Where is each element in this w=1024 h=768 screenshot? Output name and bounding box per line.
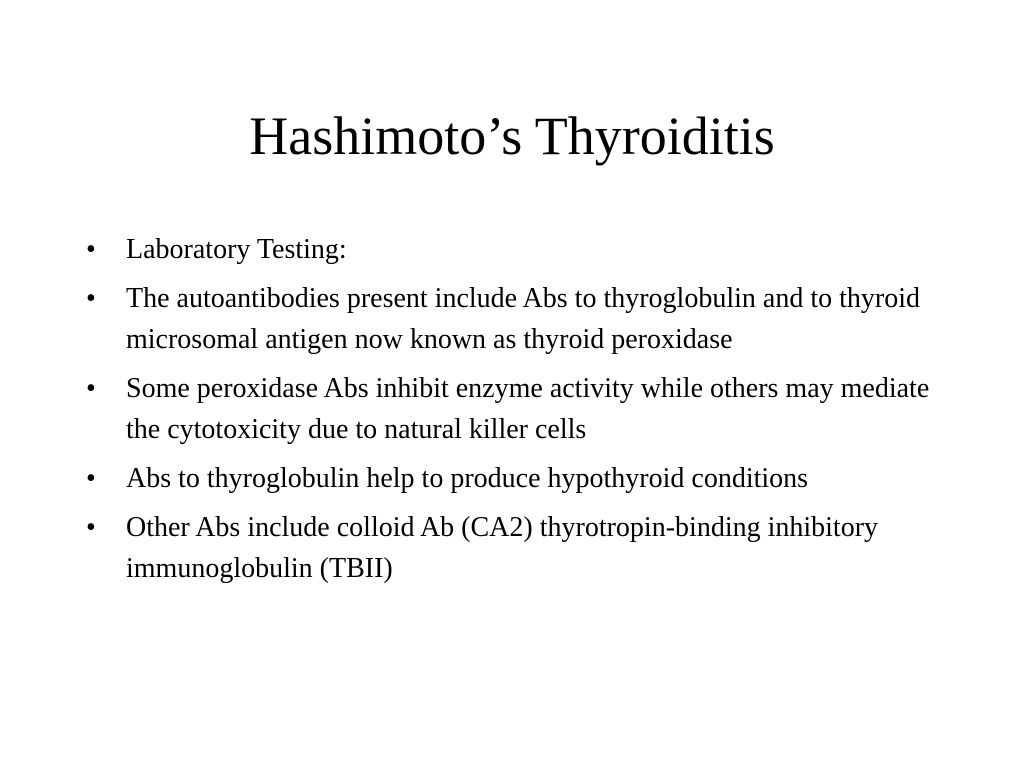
bullet-text: Laboratory Testing: [126, 234, 347, 265]
bullet-item [86, 458, 936, 499]
bullet-dot-icon: • [86, 283, 96, 314]
slide-title: Hashimoto’s Thyroiditis [249, 106, 775, 166]
bullet-dot-icon: • [86, 512, 96, 543]
bullet-item [86, 507, 936, 589]
bullet-text: The autoantibodies present include Abs to thyroglobulin and to thyroid microsomal antigen now known as thyroid peroxidase [126, 283, 920, 355]
bullet-dot-icon: • [86, 463, 96, 494]
bullet-item [86, 368, 936, 450]
bullet-text: Abs to thyroglobulin help to produce hypothyroid conditions [126, 463, 809, 494]
bullet-dot-icon: • [86, 373, 96, 404]
bullet-text: Some peroxidase Abs inhibit enzyme activity while others may mediate the cytotoxicity due to natural killer cells [126, 373, 930, 445]
bullet-list [86, 229, 936, 597]
bullet-dot-icon: • [86, 234, 96, 265]
bullet-item [86, 278, 936, 360]
bullet-item [86, 229, 936, 270]
bullet-text: Other Abs include colloid Ab (CA2) thyrotropin-binding inhibitory immunoglobulin (TBII) [126, 512, 879, 584]
